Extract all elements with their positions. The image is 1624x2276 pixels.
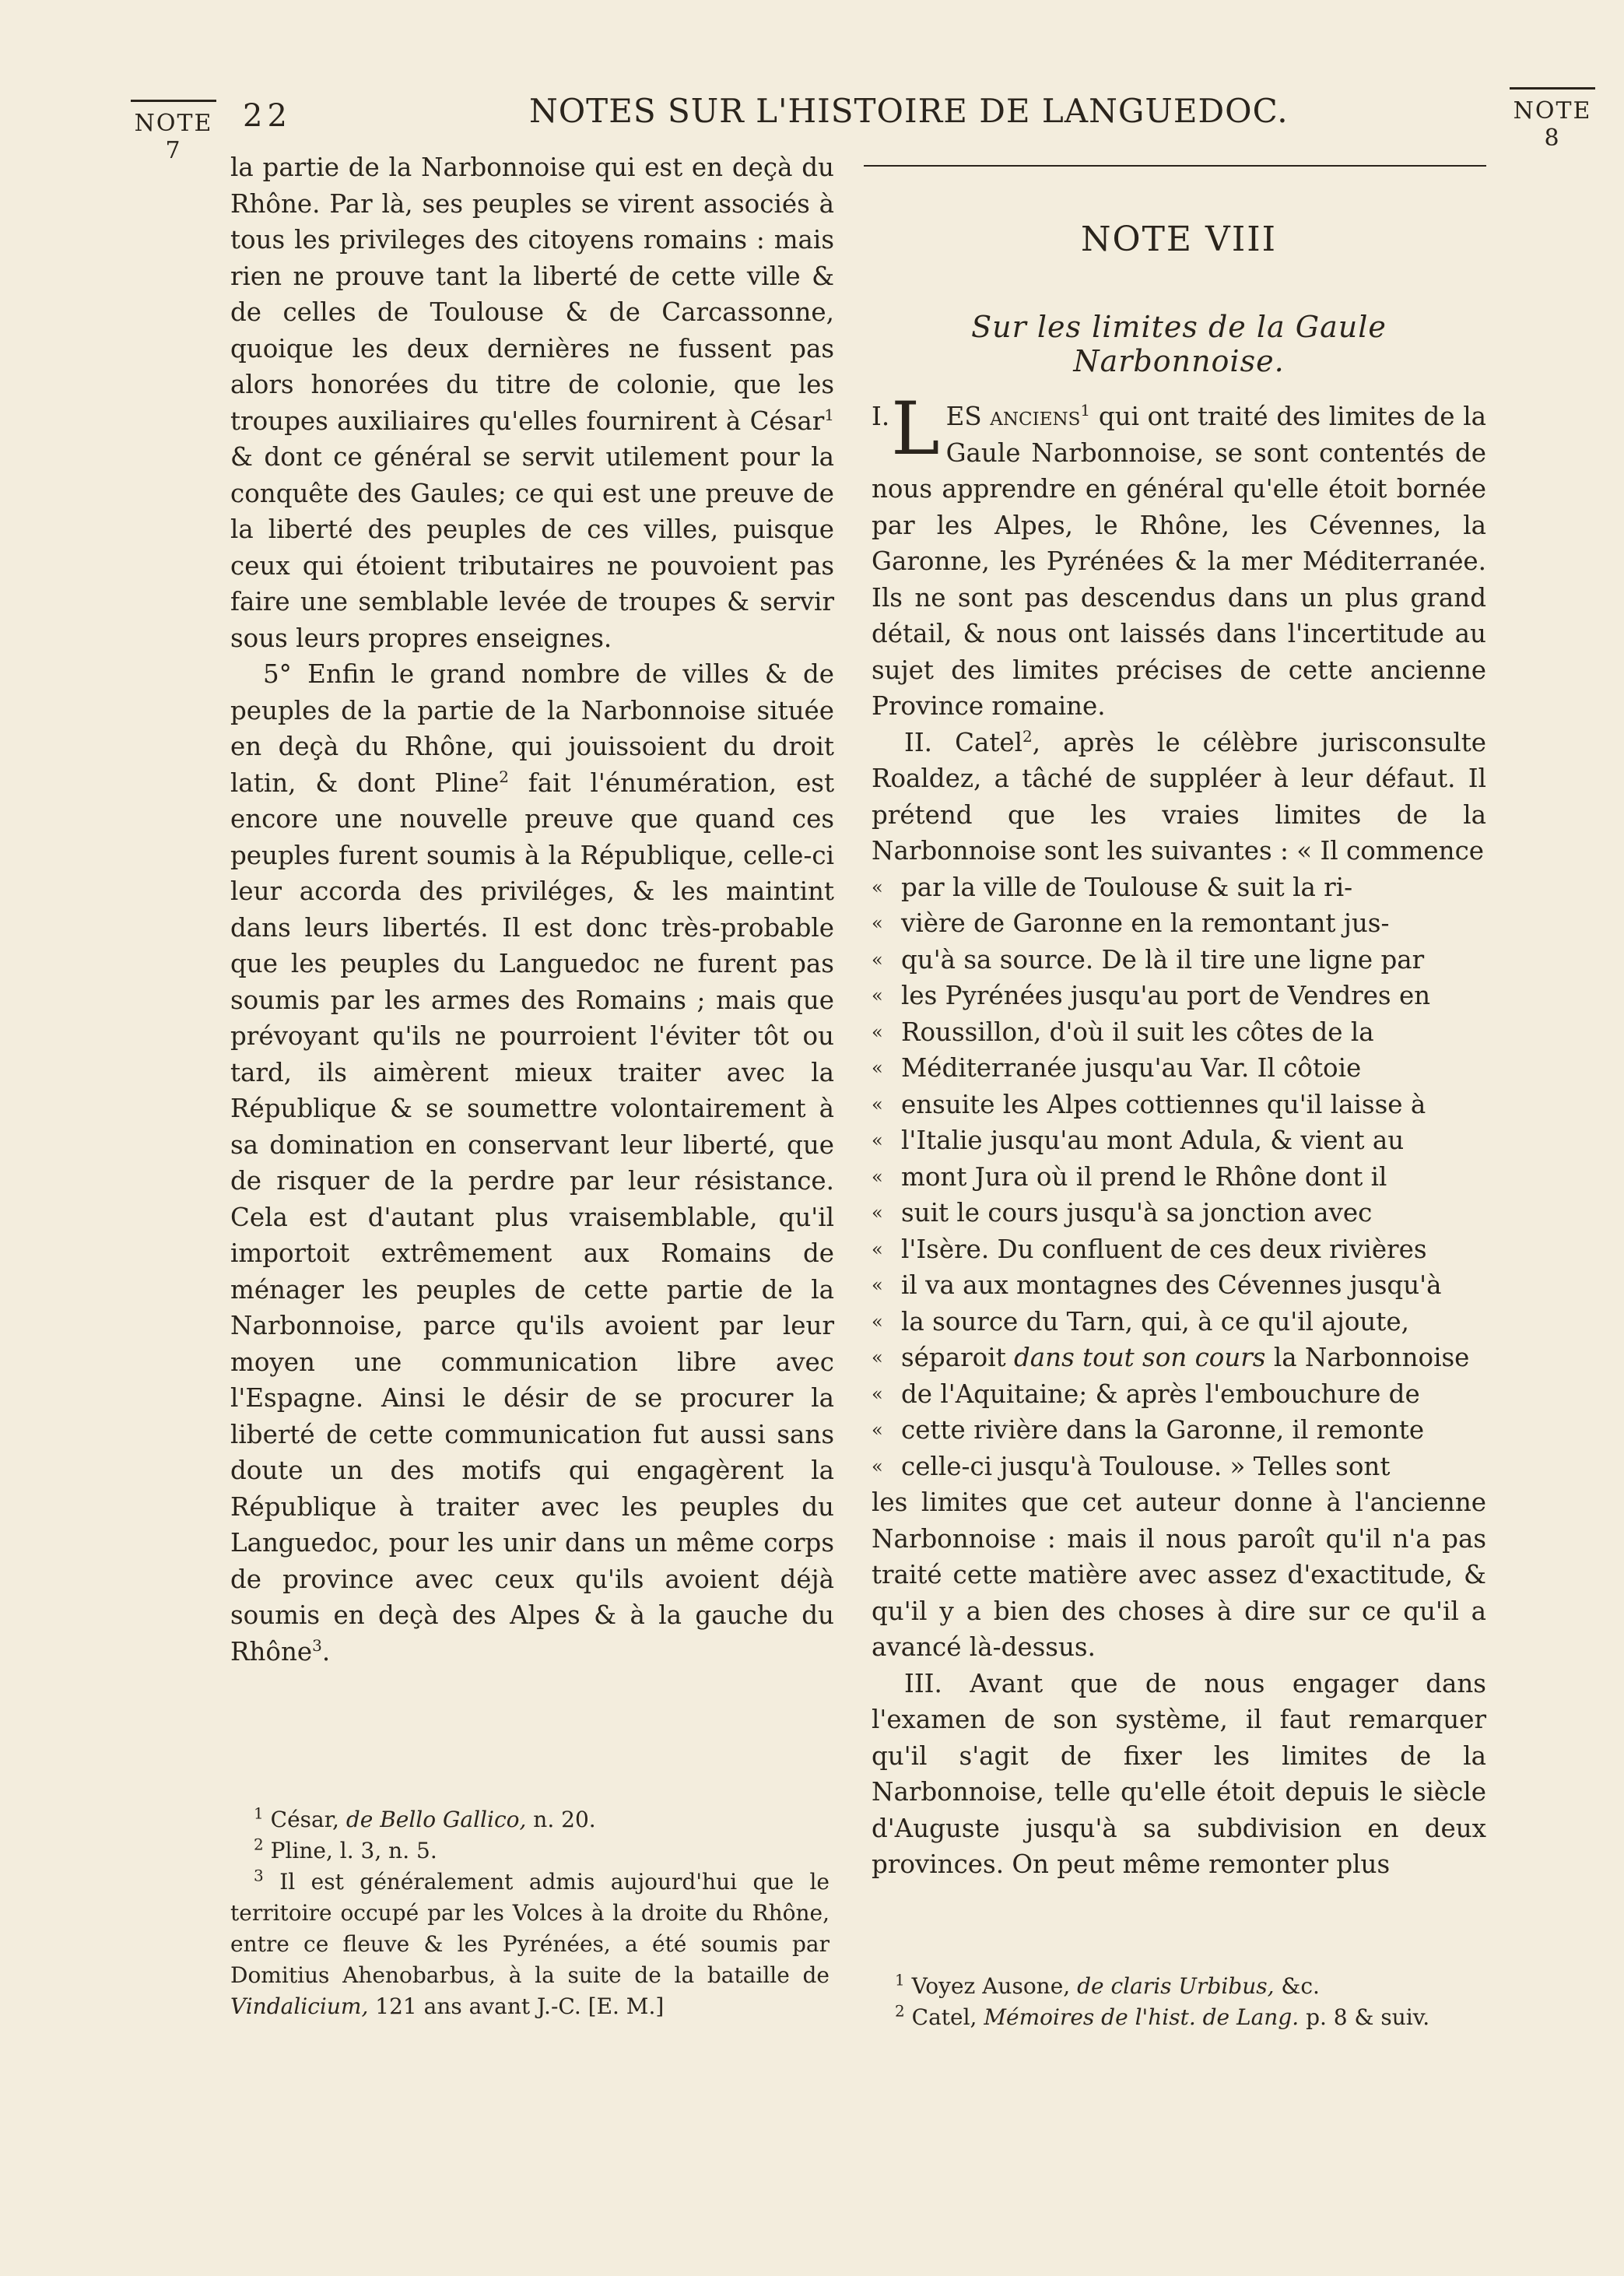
quote-line xyxy=(872,1376,1486,1413)
paragraph-text: & dont ce général se servit utilement pour la conquête des Gaules; ce qui est une preuve de la liberté des peuples de ces villes, puisque ceux qui étoient tributaires ne pouvoient pas faire une semblable levée de troupes & servir sous leurs propres enseignes. xyxy=(230,442,834,653)
footnote-mark: 1 xyxy=(254,1804,264,1823)
footnote-text: p. 8 & suiv. xyxy=(1299,2004,1430,2030)
quote-line xyxy=(872,1267,1486,1304)
quote-line xyxy=(872,1231,1486,1268)
quote-line xyxy=(872,1304,1486,1340)
footnote-italic: de claris Urbibus, xyxy=(1077,1973,1275,1999)
quote-line xyxy=(872,1050,1486,1087)
footnote-ref[interactable]: 1 xyxy=(824,405,834,424)
quote-mark: « xyxy=(872,1238,883,1260)
paragraph xyxy=(872,1666,1486,1883)
left-margin-note xyxy=(131,100,216,164)
quote-line xyxy=(872,1122,1486,1159)
margin-rule xyxy=(1510,87,1595,90)
left-footnotes xyxy=(230,1804,830,2022)
drop-cap: L xyxy=(891,387,940,472)
quote-text: de l'Aquitaine; & après l'embouchure de xyxy=(901,1379,1420,1409)
quote-line xyxy=(872,942,1486,978)
quote-line xyxy=(872,1195,1486,1231)
quote-mark: « xyxy=(872,1129,883,1151)
footnote-italic: Mémoires de l'hist. de Lang. xyxy=(984,2004,1300,2030)
footnote-italic: Vindalicium, xyxy=(230,1993,369,2019)
quote-text: Roussillon, d'où il suit les côtes de la xyxy=(901,1017,1374,1047)
paragraph-text: III. Avant que de nous engager dans l'examen de son système, il faut remarquer qu'il s'agit de fixer les limites de la Narbonnoise, telle qu'elle étoit depuis le siècle d'Auguste jusqu'à sa subdivision en deux provinces. On peut même remonter plus xyxy=(872,1668,1486,1879)
quote-text: Méditerranée jusqu'au Var. Il côtoie xyxy=(901,1053,1362,1083)
paragraph-text: la partie de la Narbonnoise qui est en deçà du Rhône. Par là, ses peuples se virent associés à tous les privileges des citoyens romains : mais rien ne prouve tant la liberté de cette ville & de celles de Toulouse & de Carcassonne, quoique les deux dernières ne fussent pas alors honorées du titre de colonie, que les troupes auxiliaires qu'elles fournirent à César xyxy=(230,153,834,436)
quote-text: il va aux montagnes des Cévennes jusqu'à xyxy=(901,1270,1442,1300)
quote-mark: « xyxy=(872,1093,883,1115)
quote-mark: « xyxy=(872,1347,883,1368)
quote-text: séparoit xyxy=(901,1343,1014,1372)
margin-rule xyxy=(131,100,216,102)
footnote-mark: 2 xyxy=(895,2001,905,2021)
margin-note-number: 8 xyxy=(1544,125,1561,152)
note-subtitle: Sur les limites de la Gaule Narbonnoise. xyxy=(971,310,1387,378)
quotation-block xyxy=(872,869,1486,1485)
quote-line xyxy=(872,905,1486,942)
quote-line xyxy=(872,1159,1486,1196)
quote-text: la Narbonnoise xyxy=(1265,1343,1470,1372)
footnote-text: Pline, l. 3, n. 5. xyxy=(270,1838,437,1863)
quote-mark: « xyxy=(872,948,883,971)
quote-mark: « xyxy=(872,912,883,934)
quote-text: les Pyrénées jusqu'au port de Vendres en xyxy=(901,981,1431,1010)
quote-mark: « xyxy=(872,1274,883,1296)
quote-mark: « xyxy=(872,1165,883,1188)
quote-text: l'Italie jusqu'au mont Adula, & vient au xyxy=(901,1126,1405,1155)
note-heading: NOTE VIII xyxy=(1081,220,1277,259)
paragraph-text: , après le célèbre jurisconsulte Roaldez, a tâché de suppléer à leur défaut. Il prétend que les vraies limites de la Narbonnoise sont les suivantes : « Il commence xyxy=(872,727,1486,866)
quote-line xyxy=(872,1087,1486,1123)
quote-text: cette rivière dans la Garonne, il remonte xyxy=(901,1415,1425,1445)
footnote xyxy=(230,1804,830,1835)
quote-text: la source du Tarn, qui, à ce qu'il ajoute, xyxy=(901,1306,1409,1336)
right-column xyxy=(872,387,1486,1883)
paragraph-text: . xyxy=(321,1636,331,1667)
paragraph-text: 5° Enfin le grand nombre de villes & de peuples de la partie de la Narbonnoise située en deçà du Rhône, qui jouissoient du droit latin, & dont Pline xyxy=(230,659,834,798)
footnote-italic: de Bello Gallico, xyxy=(345,1807,527,1832)
margin-note-label: NOTE xyxy=(134,110,213,137)
footnote-text: Voyez Ausone, xyxy=(911,1973,1078,1999)
paragraph-text: II. Catel xyxy=(904,727,1023,757)
footnote-ref[interactable]: 1 xyxy=(1080,401,1091,420)
footnote-ref[interactable]: 2 xyxy=(499,767,509,786)
quote-mark: « xyxy=(872,1455,883,1477)
section-numeral: I. xyxy=(872,402,890,431)
footnote-text: Catel, xyxy=(911,2004,984,2030)
right-margin-note xyxy=(1510,87,1595,152)
margin-note-number: 7 xyxy=(165,137,182,164)
quote-text: celle-ci jusqu'à Toulouse. » Telles sont xyxy=(901,1451,1391,1481)
paragraph xyxy=(872,387,1486,725)
quote-line xyxy=(872,1449,1486,1485)
quote-text: mont Jura où il prend le Rhône dont il xyxy=(901,1161,1387,1192)
quote-mark: « xyxy=(872,1382,883,1405)
footnote xyxy=(872,1971,1486,2002)
right-footnotes xyxy=(872,1971,1486,2033)
quote-line xyxy=(872,1340,1486,1376)
paragraph xyxy=(872,725,1486,869)
quote-line xyxy=(872,1412,1486,1449)
footnote-mark: 3 xyxy=(254,1866,264,1885)
paragraph-text: les limites que cet auteur donne à l'ancienne Narbonnoise : mais il nous paroît qu'il n'a pas traité cette matière avec assez d'exactitude, & qu'il y a bien des choses à dire sur ce qu'il a avancé là-dessus. xyxy=(872,1487,1486,1662)
quote-text: vière de Garonne en la remontant jus- xyxy=(901,908,1390,938)
quote-mark: « xyxy=(872,1020,883,1043)
footnote-mark: 2 xyxy=(254,1835,264,1854)
footnote-text: n. 20. xyxy=(526,1807,596,1832)
footnote-text: &c. xyxy=(1274,1973,1320,1999)
quote-mark: « xyxy=(872,1202,883,1224)
quote-text: qu'à sa source. De là il tire une ligne par xyxy=(901,944,1425,975)
footnote xyxy=(872,2002,1486,2033)
quote-text: l'Isère. Du confluent de ces deux rivières xyxy=(901,1234,1427,1264)
left-column xyxy=(230,149,834,1670)
paragraph-text: qui ont traité des limites de la Gaule Narbonnoise, se sont contentés de nous apprendre en général qu'elle étoit bornée par les Alpes, le Rhône, les Cévennes, la Garonne, les Pyrénées & la mer Méditerranée. Ils ne sont pas descendus dans un plus grand détail, & nous ont laissés dans l'incertitude au sujet des limites précises de cette ancienne Province romaine. xyxy=(872,402,1486,721)
quote-mark: « xyxy=(872,1310,883,1333)
running-title: NOTES SUR L'HISTOIRE DE LANGUEDOC. xyxy=(529,92,1289,130)
page-number: 22 xyxy=(243,98,292,134)
header-rule xyxy=(864,165,1486,167)
footnote xyxy=(230,1867,830,2022)
quote-italic: dans tout son cours xyxy=(1013,1343,1266,1372)
quote-line xyxy=(872,1014,1486,1051)
quote-text: ensuite les Alpes cottiennes qu'il laisse à xyxy=(901,1089,1426,1119)
paragraph xyxy=(872,1484,1486,1666)
paragraph xyxy=(230,149,834,656)
footnote-text: 121 ans avant J.-C. [E. M.] xyxy=(368,1993,665,2019)
quote-mark: « xyxy=(872,1057,883,1079)
quote-mark: « xyxy=(872,1419,883,1441)
quote-mark: « xyxy=(872,876,883,898)
footnote-mark: 1 xyxy=(895,1970,905,1990)
footnote xyxy=(230,1835,830,1867)
paragraph-text: fait l'énumération, est encore une nouvelle preuve que quand ces peuples furent soumis à la République, celle-ci leur accorda des priviléges, & les maintint dans leurs libertés. Il est donc très-probable que les peuples du Languedoc ne furent pas soumis par les armes des Romains ; mais que prévoyant qu'ils ne pourroient l'éviter tôt ou tard, ils aimèrent mieux traiter avec la République & se soumettre volontairement à sa domination en conservant leur liberté, que de risquer de la perdre par leur résistance. Cela est d'autant plus vraisemblable, qu'il importoit extrêmement aux Romains de ménager les peuples de cette partie de la Narbonnoise, parce qu'ils avoient par leur moyen une communication libre avec l'Espagne. Ainsi le désir de se procurer la liberté de cette communication fut aussi sans doute un des motifs qui engagèrent la République à traiter avec les peuples du Languedoc, pour les unir dans un même corps de province avec ceux qu'ils avoient déjà soumis en deçà des Alpes & à la gauche du Rhône xyxy=(230,767,835,1667)
small-caps-text: ES anciens xyxy=(945,402,1081,431)
paragraph xyxy=(230,656,834,1670)
footnote-ref[interactable]: 2 xyxy=(1022,726,1033,746)
quote-mark: « xyxy=(872,985,883,1006)
quote-line xyxy=(872,978,1486,1014)
footnote-text: César, xyxy=(270,1807,346,1832)
footnote-text: Il est généralement admis aujourd'hui que le territoire occupé par les Volces à la droite du Rhône, entre ce fleuve & les Pyrénées, a été soumis par Domitius Ahenobarbus, à la suite de la bataille de xyxy=(230,1869,830,1988)
quote-text: par la ville de Toulouse & suit la ri- xyxy=(901,872,1353,902)
quote-line xyxy=(872,869,1486,906)
footnote-ref[interactable]: 3 xyxy=(312,1635,322,1655)
quote-text: suit le cours jusqu'à sa jonction avec xyxy=(901,1198,1373,1228)
margin-note-label: NOTE xyxy=(1513,97,1592,125)
